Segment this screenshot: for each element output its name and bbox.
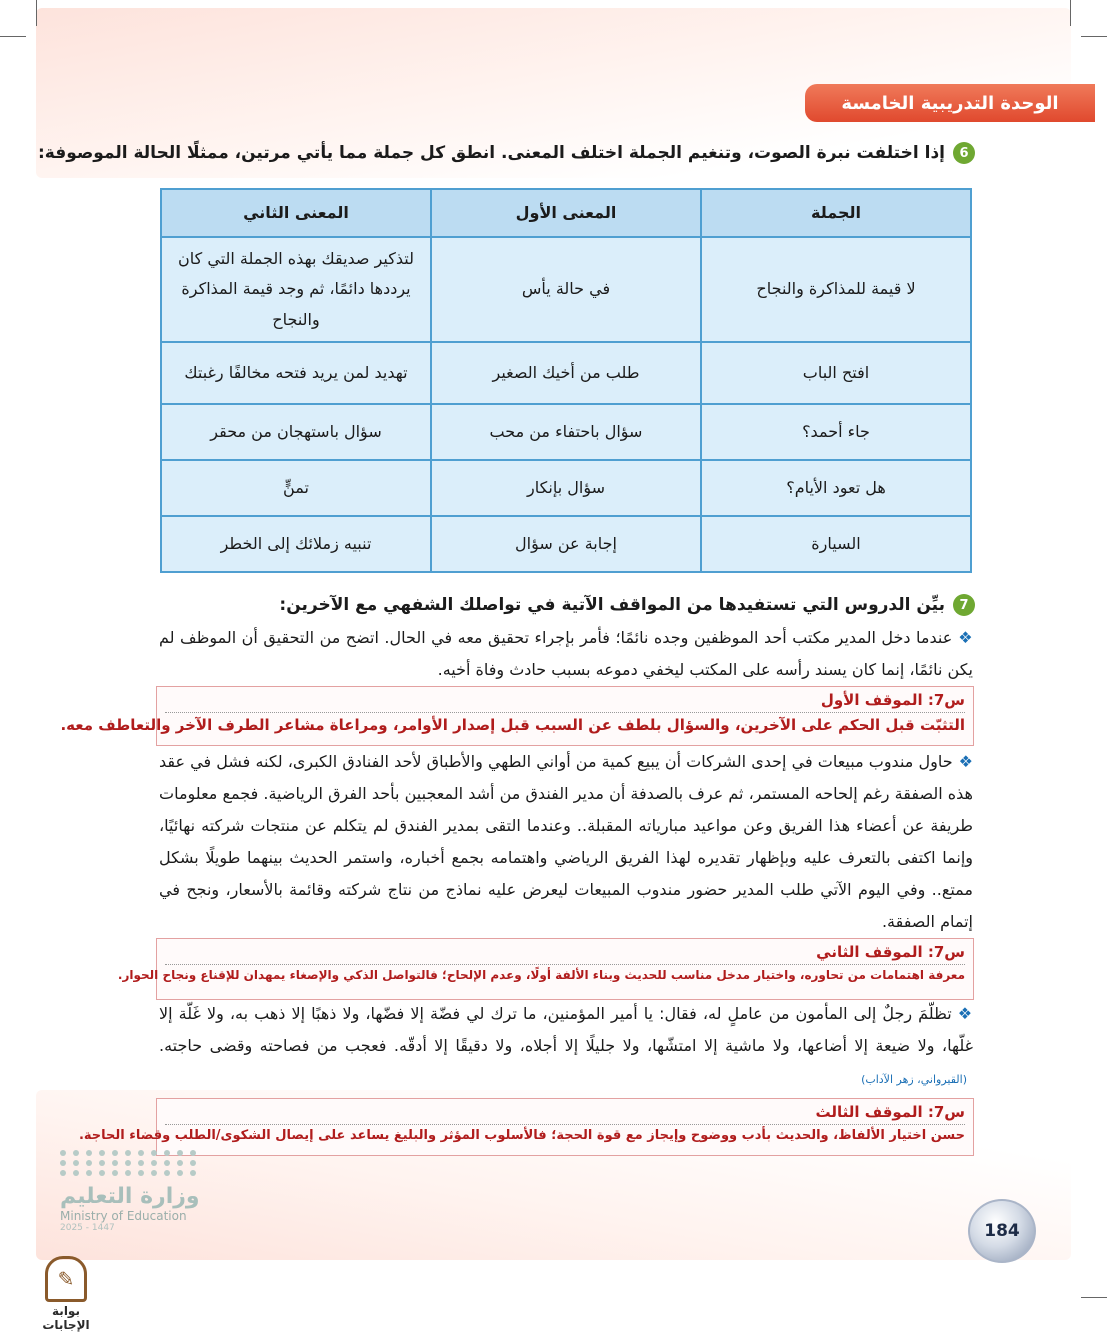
question-text: بيِّن الدروس التي تستفيدها من المواقف الآتية في تواصلك الشفهي مع الآخرين: — [279, 595, 945, 615]
situation-text: حاول مندوب مبيعات في إحدى الشركات أن يبيع كمية من أواني الطهي والأطباق لأحد الفنادق الكبرى، لكنه فشل في عقد هذه الصفقة رغم إلحاحه المستمر، ثم عرف بالصدفة أن مدير الفندق من أشد المعجبين بأحد الفرق الرياضية. فجمع معلومات طريفة عن أعضاء هذا الفريق وعن مواعيد مبارياته المقبلة.. وعندما التقى بمدير الفندق لم يتكلم عن منتجات شركته نهائيًا، وإنما اكتفى بالتعرف عليه وبإظهار تقديره لهذا الفريق الرياضي واهتمامه بجمع أخباره، واستمر الحديث بينهما طويلًا بشكل ممتع.. وفي اليوم الآتي طلب المدير حضور مندوب المبيعات ليعرض عليه نماذج من نتاج شركته وقائمة بالأسعار، ونجح في إتمام الصفقة. — [159, 752, 973, 931]
question-number: 6 — [953, 142, 975, 164]
answer-title: س7: الموقف الثالث — [165, 1103, 965, 1125]
logo-dots-icon — [60, 1150, 200, 1176]
crop-mark — [1070, 0, 1071, 26]
answer-body: معرفة اهتمامات من تحاوره، واختيار مدخل مناسب للحديث وبناء الألفة أولًا، وعدم الإلحاح؛ فالتواصل الذكي والإصغاء يمهدان للإقناع ونجاح الحوار. — [117, 968, 965, 982]
crop-mark — [36, 0, 37, 26]
table-cell: سؤال باحتفاء من محب — [431, 404, 701, 460]
answer-box-3 — [78, 1098, 974, 1156]
table-row — [161, 404, 971, 460]
answer-body: حسن اختيار الألفاظ، والحديث بأدب ووضوح وإيجاز مع قوة الحجة؛ فالأسلوب المؤثر والبليغ يساعد على إيصال الشكوى/الطلب وقضاء الحاجة. — [78, 1128, 965, 1143]
table-row — [161, 516, 971, 572]
ministry-name-ar: وزارة التعليم — [60, 1184, 200, 1209]
table-cell: في حالة يأس — [431, 237, 701, 342]
table-cell: سؤال باستهجان من محقر — [161, 404, 431, 460]
site-label: بوابة الإجابات — [42, 1304, 90, 1332]
column-header: المعنى الأول — [431, 189, 701, 237]
bullet-icon: ❖ — [957, 1004, 974, 1023]
table-cell: إجابة عن سؤال — [431, 516, 701, 572]
question-6 — [38, 142, 975, 164]
answer-box-1 — [60, 686, 974, 746]
column-header: الجملة — [701, 189, 971, 237]
answer-title: س7: الموقف الأول — [165, 691, 965, 713]
unit-title: الوحدة التدريبية الخامسة — [805, 84, 1095, 122]
table-row — [161, 460, 971, 516]
table-cell: تمنٍّ — [161, 460, 431, 516]
crop-mark — [1081, 36, 1107, 37]
situation-2 — [159, 746, 973, 938]
question-number: 7 — [953, 594, 975, 616]
table-cell: تهديد لمن يريد فتحه مخالفًا رغبتك — [161, 342, 431, 404]
citation: (القيرواني، زهر الآداب) — [861, 1073, 967, 1086]
situation-3 — [159, 998, 973, 1096]
table-header-row — [161, 189, 971, 237]
table-cell: افتح الباب — [701, 342, 971, 404]
crop-mark — [1081, 1297, 1107, 1298]
ministry-name-en: Ministry of Education — [60, 1209, 187, 1223]
answer-title: س7: الموقف الثاني — [165, 943, 965, 965]
table-cell: لا قيمة للمذاكرة والنجاح — [701, 237, 971, 342]
crop-mark — [0, 36, 26, 37]
site-logo — [30, 1256, 102, 1332]
table-cell: سؤال بإنكار — [431, 460, 701, 516]
bullet-icon: ❖ — [958, 752, 973, 771]
answer-body: التثبّت قبل الحكم على الآخرين، والسؤال بلطف عن السبب قبل إصدار الأوامر، ومراعاة مشاعر الطرف الآخر والتعاطف معه. — [60, 716, 965, 734]
table-row — [161, 342, 971, 404]
column-header: المعنى الثاني — [161, 189, 431, 237]
table-cell: طلب من أخيك الصغير — [431, 342, 701, 404]
table-cell: لتذكير صديقك بهذه الجملة التي كان يرددها دائمًا، ثم وجد قيمة المذاكرة والنجاح — [161, 237, 431, 342]
table-cell: جاء أحمد؟ — [701, 404, 971, 460]
table-cell: هل تعود الأيام؟ — [701, 460, 971, 516]
meanings-table — [160, 188, 972, 573]
page-number: 184 — [968, 1199, 1036, 1263]
situation-1 — [159, 622, 973, 686]
table-cell: تنبيه زملائك إلى الخطر — [161, 516, 431, 572]
question-text: إذا اختلفت نبرة الصوت، وتنغيم الجملة اختلف المعنى. انطق كل جملة مما يأتي مرتين، ممثلًا الحالة الموصوفة: — [37, 143, 945, 163]
answer-box-2 — [117, 938, 974, 1000]
table-cell: السيارة — [701, 516, 971, 572]
bullet-icon: ❖ — [958, 628, 974, 647]
ministry-logo — [60, 1150, 200, 1233]
table-row — [161, 237, 971, 342]
ministry-year: 2025 - 1447 — [60, 1223, 115, 1233]
quill-icon: ✎ — [45, 1256, 87, 1302]
situation-text: عندما دخل المدير مكتب أحد الموظفين وجده نائمًا؛ فأمر بإجراء تحقيق معه في الحال. اتضح من التحقيق أن الموظف لم يكن نائمًا، إنما كان يسند رأسه على المكتب ليخفي دموعه بسبب حادث وفاة أخيه. — [159, 628, 973, 679]
question-7 — [279, 594, 975, 616]
situation-text: تظلّمَ رجلٌ إلى المأمون من عاملٍ له، فقال: يا أمير المؤمنين، ما ترك لي فضّة إلا فضّها، ولا ذهبًا إلا ذهب به، ولا غَلّة إلا غلّها، ولا ضيعة إلا أضاعها، ولا ماشية إلا امتشّها، ولا جليلًا إلا أجلاه، ولا دقيقًا إلا أدقّه. فعجب من فصاحته وقضى حاجته. — [159, 1004, 973, 1055]
